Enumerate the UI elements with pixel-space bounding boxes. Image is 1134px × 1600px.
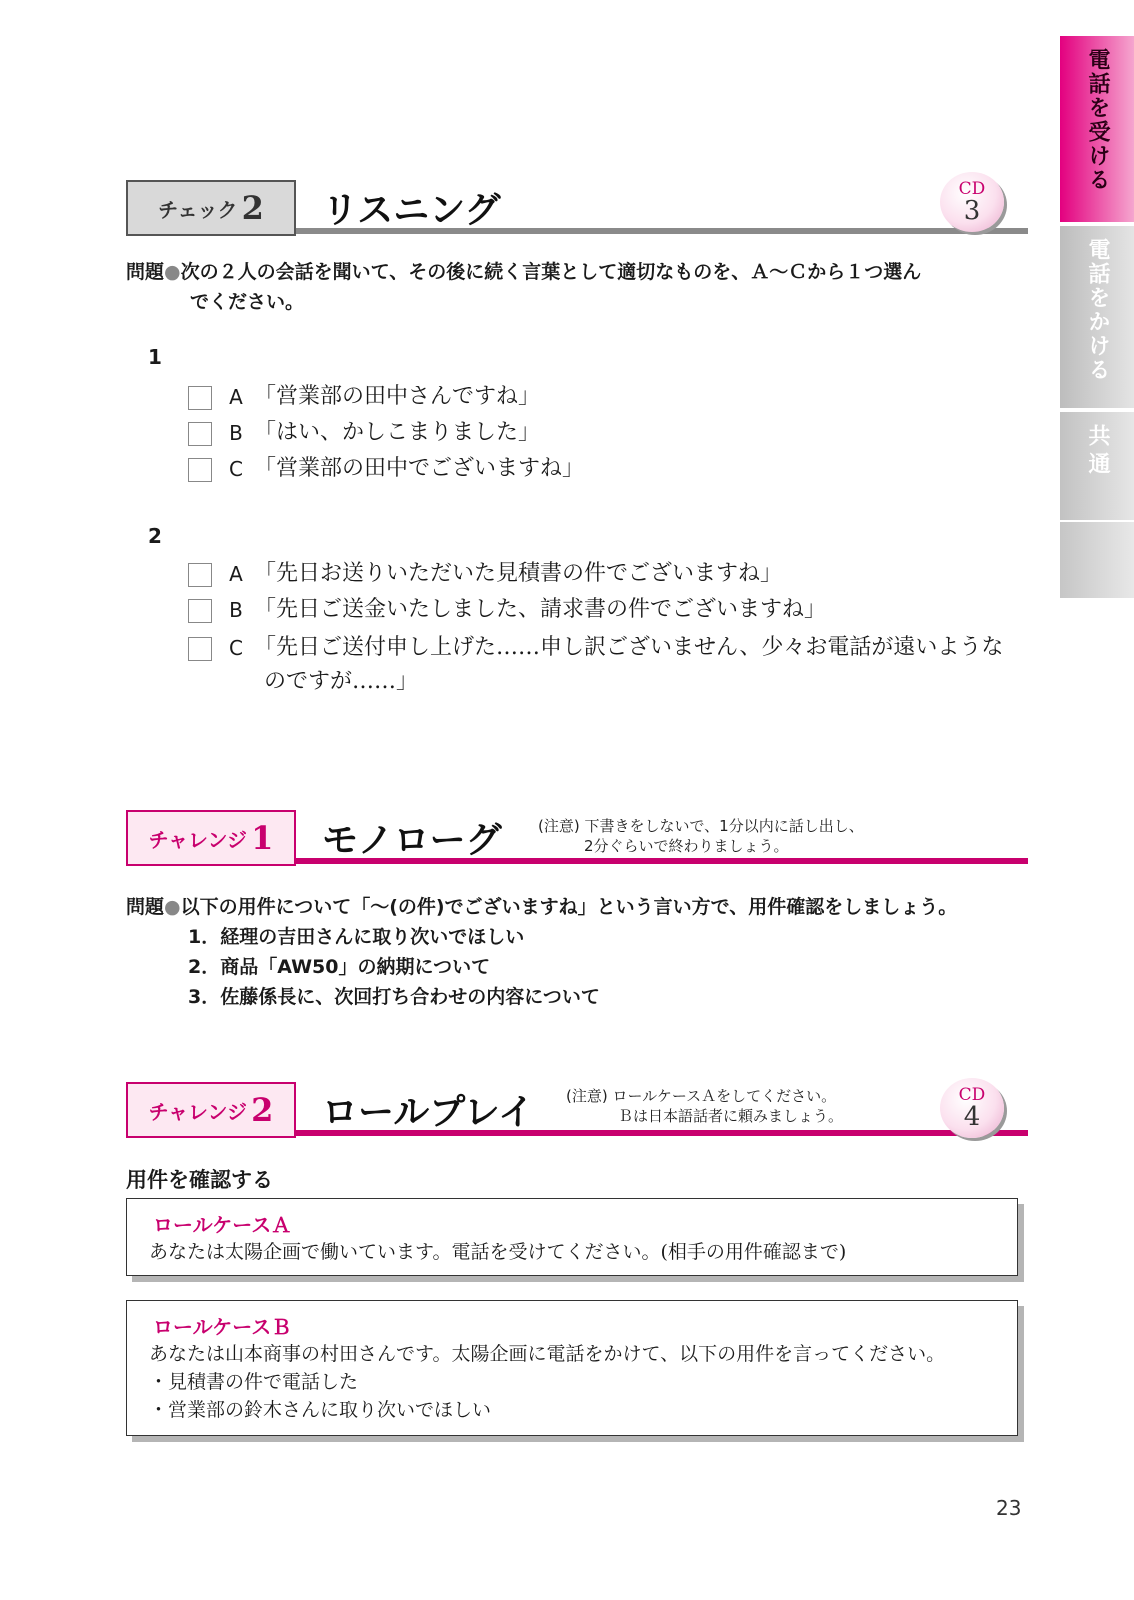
side-tab-common[interactable] <box>1060 412 1134 520</box>
bullet-icon: ● <box>164 261 181 283</box>
note-line-1: (注意) 下書きをしないで、1分以内に話し出し、 <box>538 817 864 835</box>
choice-1c[interactable] <box>188 456 584 486</box>
choice-2b[interactable] <box>188 597 826 627</box>
choice-letter: A <box>229 562 243 586</box>
task-list <box>188 922 600 1012</box>
choice-1b[interactable] <box>188 420 540 450</box>
cd-number: 4 <box>963 1101 981 1132</box>
choice-1a[interactable] <box>188 384 540 414</box>
cd-label: CD <box>958 178 986 199</box>
check2-label: チェック <box>158 197 238 222</box>
side-tab-receive-call[interactable] <box>1060 36 1134 222</box>
check2-title: リスニング <box>322 190 501 231</box>
page-number: 23 <box>996 1496 1022 1520</box>
choice-text: 「先日お送りいただいた見積書の件でございますね」 <box>254 561 783 586</box>
challenge2-label: チャレンジ <box>148 1099 248 1124</box>
challenge2-note <box>566 1086 843 1126</box>
choice-letter: A <box>229 385 243 409</box>
roleplay-subheading: 用件を確認する <box>126 1168 273 1192</box>
checkbox[interactable] <box>188 599 212 623</box>
choice-text <box>254 631 1034 699</box>
challenge2-header <box>126 1082 1028 1142</box>
challenge2-number: 2 <box>251 1091 274 1129</box>
choice-2c[interactable] <box>188 635 1034 695</box>
choice-text: 「営業部の田中でございますね」 <box>254 456 585 481</box>
choice-text: 「営業部の田中さんですね」 <box>254 384 541 409</box>
question-line-1: 次の２人の会話を聞いて、その後に続く言葉として適切なものを、Ａ～Ｃから１つ選ん <box>180 261 922 283</box>
choice-2a[interactable] <box>188 561 782 591</box>
role-case-title: ロールケースＢ <box>153 1315 292 1339</box>
note-line-2: 2分ぐらいで終わりましょう。 <box>584 837 789 855</box>
question-prefix: 問題 <box>126 896 165 918</box>
cd-track-badge <box>940 1078 1004 1138</box>
task-item: 3．佐藤係長に、次回打ち合わせの内容について <box>188 986 600 1008</box>
checkbox[interactable] <box>188 386 212 410</box>
checkbox[interactable] <box>188 563 212 587</box>
side-tab-label: 電話をかける <box>1085 238 1110 382</box>
role-case-line: ・営業部の鈴木さんに取り次いでほしい <box>149 1399 492 1421</box>
side-tab-blank <box>1060 522 1134 598</box>
role-case-line: あなたは太陽企画で働いています。電話を受けてください。(相手の用件確認まで) <box>149 1241 847 1263</box>
choice-text-line-2: のですが……」 <box>264 669 419 694</box>
challenge1-question <box>126 892 957 922</box>
challenge1-header <box>126 810 1028 870</box>
choice-letter: C <box>229 457 243 481</box>
cd-number: 3 <box>963 195 981 226</box>
checkbox[interactable] <box>188 637 212 661</box>
choice-letter: B <box>229 421 243 445</box>
choice-letter: C <box>229 636 243 660</box>
choice-text: 「はい、かしこまりました」 <box>254 420 541 445</box>
check2-number: 2 <box>241 189 264 227</box>
cd-track-badge <box>940 172 1004 232</box>
role-case-title: ロールケースＡ <box>153 1213 292 1237</box>
task-item: 2．商品「AW50」の納期について <box>188 956 491 978</box>
checkbox[interactable] <box>188 422 212 446</box>
question-line-2: でください。 <box>190 291 305 313</box>
check2-question <box>126 257 921 317</box>
note-line-2: Ｂは日本語話者に頼みましょう。 <box>618 1107 844 1125</box>
check2-header <box>126 180 1028 240</box>
note-line-1: (注意) ロールケースＡをしてください。 <box>566 1087 837 1105</box>
question-text: 以下の用件について「～(の件)でございますね」という言い方で、用件確認をしましょう。 <box>180 896 958 918</box>
bullet-icon: ● <box>164 896 181 918</box>
checkbox[interactable] <box>188 458 212 482</box>
challenge1-label-box <box>126 810 296 866</box>
question-number: 2 <box>148 524 162 548</box>
challenge1-title: モノローグ <box>322 820 502 861</box>
side-tab-label: 電話を受ける <box>1085 48 1110 192</box>
task-item: 1．経理の吉田さんに取り次いでほしい <box>188 926 525 948</box>
side-tab-make-call[interactable] <box>1060 226 1134 408</box>
choice-text-line-1: 「先日ご送付申し上げた……申し訳ございません、少々お電話が遠いような <box>254 635 1004 660</box>
side-tab-label: 共通 <box>1085 424 1110 480</box>
role-case-line: ・見積書の件で電話した <box>149 1371 359 1393</box>
question-number: 1 <box>148 345 162 369</box>
challenge2-title: ロールプレイ <box>322 1092 535 1133</box>
challenge1-note <box>538 816 864 856</box>
challenge1-number: 1 <box>251 819 274 857</box>
challenge2-label-box <box>126 1082 296 1138</box>
role-case-b <box>126 1300 1018 1436</box>
question-prefix: 問題 <box>126 261 165 283</box>
challenge1-label: チャレンジ <box>148 827 248 852</box>
check2-label-box <box>126 180 296 236</box>
choice-text: 「先日ご送金いたしました、請求書の件でございますね」 <box>254 597 827 622</box>
role-case-line: あなたは山本商事の村田さんです。太陽企画に電話をかけて、以下の用件を言ってください。 <box>149 1343 946 1365</box>
role-case-a <box>126 1198 1018 1276</box>
cd-label: CD <box>958 1084 986 1105</box>
choice-letter: B <box>229 598 243 622</box>
